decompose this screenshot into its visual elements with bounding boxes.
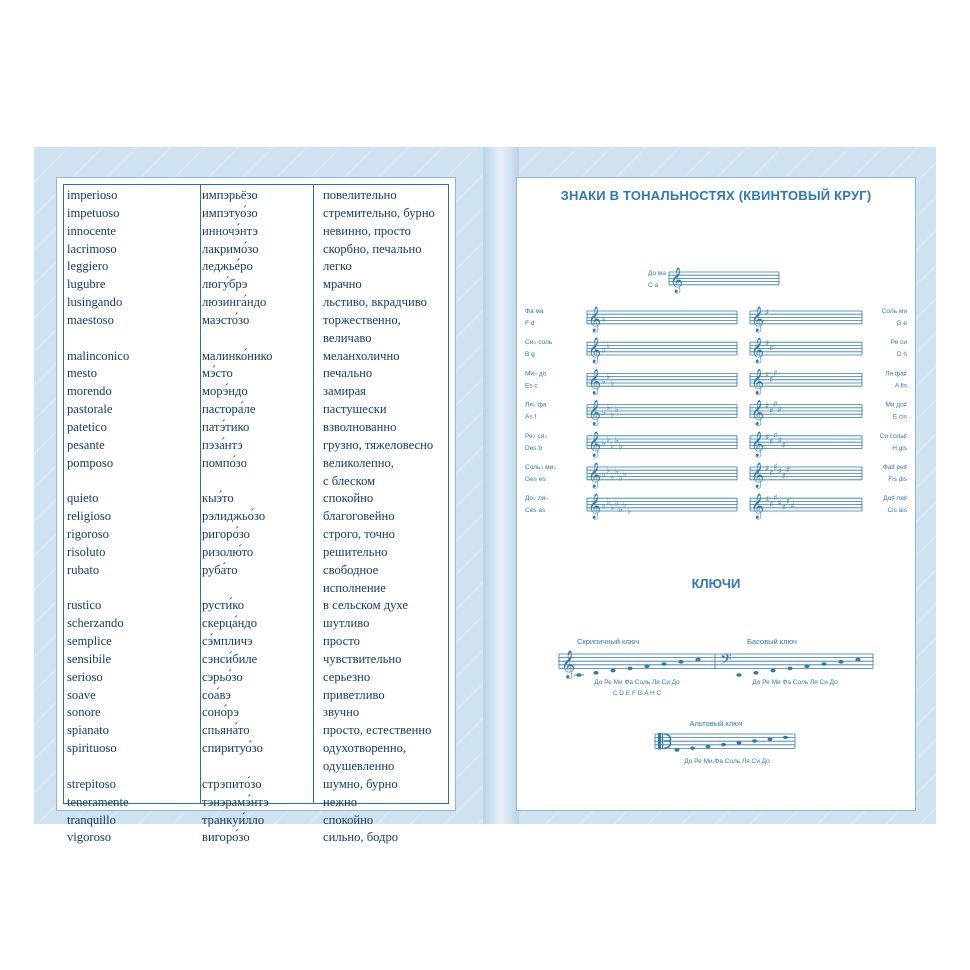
flat-sign-icon: ♭ bbox=[610, 409, 615, 420]
term-translation: шутливо bbox=[323, 616, 370, 631]
term-italian: rubato bbox=[67, 562, 100, 577]
table-row bbox=[63, 812, 443, 830]
sharp-sign-icon: ♯ bbox=[786, 465, 791, 476]
left-page bbox=[56, 177, 456, 845]
flat-sign-icon: ♭ bbox=[602, 439, 607, 450]
note-head bbox=[593, 671, 598, 675]
key-label-bottom: Fis dis bbox=[888, 476, 907, 483]
alto-clef-label: Альтовый ключ bbox=[689, 719, 743, 728]
key-label-bottom: D h bbox=[896, 351, 907, 359]
term-italian bbox=[63, 473, 198, 491]
treble-clef-icon: 𝄞 bbox=[751, 307, 765, 332]
term-italian: serioso bbox=[67, 669, 103, 684]
term-pronunciation: мэ́сто bbox=[202, 366, 233, 381]
term-translation: звучно bbox=[323, 705, 360, 720]
table-row bbox=[63, 490, 443, 508]
table-row bbox=[63, 205, 443, 223]
flat-sign-icon: ♭ bbox=[618, 504, 623, 515]
note-head bbox=[661, 662, 666, 666]
key-label-top: Си♭ соль bbox=[525, 339, 553, 347]
term-translation: замирая bbox=[323, 384, 366, 399]
table-row bbox=[63, 419, 443, 437]
sharp-sign-icon: ♯ bbox=[765, 401, 770, 412]
table-row bbox=[63, 704, 443, 722]
table-row bbox=[63, 312, 443, 330]
sharp-sign-icon: ♯ bbox=[781, 472, 786, 482]
term-translation: пастушески bbox=[323, 402, 387, 417]
alto-clef-icon bbox=[658, 733, 661, 749]
term-italian: pesante bbox=[67, 437, 105, 452]
sharp-sign-icon: ♯ bbox=[765, 370, 770, 381]
key-label-bottom: B g bbox=[525, 351, 535, 359]
terms-table bbox=[63, 187, 443, 847]
term-translation: приветливо bbox=[323, 687, 385, 702]
page-title: ЗНАКИ В ТОНАЛЬНОСТЯХ (КВИНТОВЫЙ КРУГ) bbox=[560, 188, 872, 203]
term-italian: tranquillo bbox=[67, 812, 116, 827]
sharp-sign-icon: ♯ bbox=[773, 462, 778, 473]
term-pronunciation: скерца́ндо bbox=[202, 616, 258, 631]
bass-clef-label: Басовый ключ bbox=[747, 637, 797, 646]
note-head bbox=[838, 660, 843, 664]
table-row bbox=[63, 562, 443, 580]
term-italian: rigoroso bbox=[67, 527, 109, 542]
flat-sign-icon: ♭ bbox=[614, 498, 619, 509]
term-italian: vigoroso bbox=[67, 830, 112, 845]
sharp-sign-icon: ♯ bbox=[777, 467, 782, 478]
note-head bbox=[752, 739, 757, 742]
flat-sign-icon: ♭ bbox=[614, 404, 619, 415]
table-row bbox=[63, 223, 443, 241]
flat-sign-icon: ♭ bbox=[623, 500, 628, 510]
book-spine bbox=[483, 147, 519, 824]
term-italian: risoluto bbox=[67, 544, 106, 559]
sharp-sign-icon: ♯ bbox=[765, 464, 770, 474]
sharp-sign-icon: ♯ bbox=[769, 344, 774, 354]
key-signatures-diagram bbox=[517, 178, 915, 810]
term-pronunciation: морэ́ндо bbox=[202, 384, 248, 399]
alto-note-names: До Ре Ми Фа Соль Ля Си До bbox=[684, 758, 770, 765]
key-label-bottom: Cis ais bbox=[887, 507, 907, 515]
staff-c-major bbox=[669, 267, 779, 293]
term-translation: стремительно, бурно bbox=[323, 205, 435, 220]
note-head bbox=[675, 748, 680, 751]
term-pronunciation: спьяна́то bbox=[202, 723, 250, 738]
note-head bbox=[644, 664, 649, 668]
sharp-sign-icon: ♯ bbox=[786, 496, 791, 507]
term-translation: одушевленно bbox=[323, 759, 395, 773]
table-row bbox=[63, 401, 443, 419]
term-italian: strepitoso bbox=[67, 776, 116, 791]
term-translation: в сельском духе bbox=[323, 598, 408, 613]
table-row bbox=[63, 687, 443, 705]
term-pronunciation bbox=[198, 330, 319, 348]
note-head bbox=[627, 667, 632, 671]
key-label-top: Си соль♯ bbox=[879, 432, 907, 440]
key-label-bottom: F d bbox=[525, 320, 535, 327]
sharp-sign-icon: ♯ bbox=[781, 440, 786, 451]
term-translation: легко bbox=[323, 259, 352, 274]
note-head bbox=[753, 671, 758, 675]
term-pronunciation: пэза́нтэ bbox=[202, 437, 243, 452]
term-italian: impetuoso bbox=[67, 205, 120, 220]
term-pronunciation: сэрьо́зо bbox=[202, 669, 243, 684]
table-row bbox=[63, 455, 443, 473]
term-pronunciation: сэнси́биле bbox=[202, 651, 258, 666]
table-row bbox=[63, 437, 443, 455]
table-row bbox=[63, 633, 443, 651]
flat-sign-icon: ♭ bbox=[602, 470, 607, 481]
note-head bbox=[721, 743, 726, 746]
key-label-top: До♯ ля♯ bbox=[883, 495, 907, 503]
note-head bbox=[855, 658, 860, 662]
note-head bbox=[770, 669, 775, 673]
table-row bbox=[63, 651, 443, 669]
flat-sign-icon: ♭ bbox=[610, 440, 615, 451]
book-spread bbox=[34, 147, 936, 845]
flat-sign-icon: ♭ bbox=[627, 506, 632, 517]
key-label-top: Соль ми bbox=[881, 308, 907, 315]
key-label-top: Соль♭ ми♭ bbox=[525, 464, 557, 471]
treble-clef-icon: 𝄞 bbox=[588, 400, 602, 426]
note-head bbox=[678, 660, 683, 664]
flat-sign-icon: ♭ bbox=[623, 468, 628, 479]
table-row bbox=[63, 544, 443, 562]
note-head bbox=[737, 741, 742, 744]
key-label-top: Ля фа♯ bbox=[885, 370, 907, 378]
term-pronunciation: импэрьёзо bbox=[202, 188, 258, 202]
flat-sign-icon: ♭ bbox=[606, 465, 611, 476]
term-translation: сильно, бодро bbox=[323, 830, 399, 845]
sharp-sign-icon: ♯ bbox=[773, 400, 778, 410]
key-label-top: Ми♭ до bbox=[525, 370, 547, 378]
term-italian: sensibile bbox=[67, 651, 112, 666]
table-row bbox=[63, 258, 443, 276]
table-row bbox=[63, 615, 443, 633]
term-italian: imperioso bbox=[67, 188, 118, 202]
treble-note-letters: C D E F G A H C bbox=[612, 690, 662, 697]
flat-sign-icon: ♭ bbox=[618, 442, 623, 453]
sharp-sign-icon: ♯ bbox=[765, 308, 770, 318]
sharp-sign-icon: ♯ bbox=[765, 432, 770, 443]
key-label-bottom: As f bbox=[525, 413, 537, 421]
key-label-bottom: A fis bbox=[894, 382, 907, 390]
table-row bbox=[63, 365, 443, 383]
term-pronunciation bbox=[198, 758, 319, 776]
term-translation: чувствительно bbox=[323, 651, 402, 666]
sharp-sign-icon: ♯ bbox=[777, 498, 782, 509]
treble-clef-icon: 𝄞 bbox=[751, 431, 765, 457]
sharp-sign-icon: ♯ bbox=[777, 436, 782, 446]
term-translation: спокойно bbox=[323, 812, 374, 827]
term-translation: грузно, тяжеловесно bbox=[323, 437, 434, 452]
term-pronunciation: ризолю́то bbox=[202, 544, 254, 559]
term-translation: строго, точно bbox=[323, 527, 395, 542]
flat-sign-icon: ♭ bbox=[602, 345, 607, 356]
term-italian: maestoso bbox=[67, 312, 114, 327]
note-head bbox=[821, 662, 826, 666]
key-label-bottom: Ges es bbox=[525, 476, 546, 483]
key-label-bottom: Des b bbox=[525, 444, 542, 452]
term-translation: свободное bbox=[323, 562, 379, 577]
term-pronunciation: стрэпито́зо bbox=[202, 776, 262, 791]
sharp-sign-icon: ♯ bbox=[769, 375, 774, 386]
table-row bbox=[63, 794, 443, 812]
treble-note-names: До Ре Ми Фа Соль Ля Си До bbox=[594, 679, 680, 686]
term-translation: исполнение bbox=[323, 580, 386, 595]
flat-sign-icon: ♭ bbox=[602, 408, 607, 418]
flat-sign-icon: ♭ bbox=[618, 473, 623, 484]
term-italian bbox=[63, 580, 198, 598]
term-pronunciation: лакримо́зо bbox=[202, 241, 259, 256]
note-head bbox=[804, 664, 809, 668]
term-translation: серьезно bbox=[323, 669, 371, 684]
term-italian: lugubre bbox=[67, 277, 106, 292]
table-row bbox=[63, 829, 443, 847]
right-page bbox=[516, 177, 916, 811]
flat-sign-icon: ♭ bbox=[606, 434, 611, 445]
term-translation: торжественно, bbox=[323, 312, 401, 327]
term-italian: pomposo bbox=[67, 455, 114, 470]
sharp-sign-icon: ♯ bbox=[769, 500, 774, 510]
table-row bbox=[63, 758, 443, 776]
term-pronunciation bbox=[198, 580, 319, 598]
alto-staff bbox=[655, 733, 795, 752]
term-pronunciation: руба́то bbox=[202, 562, 238, 577]
term-italian: patetico bbox=[67, 419, 107, 434]
term-translation: величаво bbox=[323, 330, 372, 345]
sharp-sign-icon: ♯ bbox=[769, 437, 774, 448]
table-row bbox=[63, 241, 443, 259]
term-translation: одухотворенно, bbox=[323, 741, 407, 756]
sharp-sign-icon: ♯ bbox=[769, 468, 774, 479]
note-head bbox=[695, 658, 700, 662]
term-italian: lacrimoso bbox=[67, 241, 117, 256]
term-italian: rustico bbox=[67, 598, 102, 613]
note-head bbox=[610, 669, 615, 673]
table-row bbox=[63, 473, 443, 491]
term-italian bbox=[63, 330, 198, 348]
table-row bbox=[63, 722, 443, 740]
key-label-top: Фа ма bbox=[525, 308, 544, 315]
treble-clef-icon: 𝄞 bbox=[751, 369, 765, 395]
treble-clef-icon: 𝄞 bbox=[588, 369, 602, 395]
term-italian: lusingando bbox=[67, 295, 123, 310]
term-translation: нежно bbox=[323, 794, 358, 809]
note-head bbox=[787, 667, 792, 671]
table-row bbox=[63, 294, 443, 312]
key-label-top: До ма bbox=[648, 270, 666, 277]
sharp-sign-icon: ♯ bbox=[773, 431, 778, 442]
treble-clef-icon: 𝄞 bbox=[561, 650, 576, 678]
term-pronunciation: импэтуо́зо bbox=[202, 205, 258, 220]
term-translation: невинно, просто bbox=[323, 223, 411, 238]
term-pronunciation: люзинга́ндо bbox=[202, 295, 267, 310]
sharp-sign-icon: ♯ bbox=[765, 339, 770, 350]
term-italian: quieto bbox=[67, 491, 99, 506]
term-pronunciation: кыэ́то bbox=[202, 491, 234, 506]
table-row bbox=[63, 348, 443, 366]
key-label-bottom: Ces as bbox=[525, 507, 546, 515]
term-italian: semplice bbox=[67, 634, 112, 649]
term-pronunciation bbox=[198, 473, 319, 491]
term-translation: льстиво, вкрадчиво bbox=[323, 295, 427, 310]
key-label-top: Ля♭ фа bbox=[525, 401, 547, 409]
term-pronunciation: транкуи́лло bbox=[202, 812, 265, 827]
note-head bbox=[783, 736, 788, 739]
flat-sign-icon: ♭ bbox=[606, 372, 611, 382]
treble-clef-icon: 𝄞 bbox=[588, 338, 602, 364]
term-translation: просто bbox=[323, 634, 360, 649]
term-pronunciation: сэ́мпличэ bbox=[202, 634, 253, 649]
term-translation: повелительно bbox=[323, 188, 397, 202]
term-translation: благоговейно bbox=[323, 509, 395, 524]
flat-sign-icon: ♭ bbox=[614, 436, 619, 446]
term-italian: spirituoso bbox=[67, 741, 117, 756]
term-translation: спокойно bbox=[323, 491, 374, 506]
table-row bbox=[63, 508, 443, 526]
table-row bbox=[63, 580, 443, 598]
treble-clef-icon: 𝄞 bbox=[670, 268, 684, 293]
key-label-top: Ре♭ си♭ bbox=[525, 432, 548, 440]
treble-clef-icon: 𝄞 bbox=[588, 463, 602, 488]
key-label-top: Фа♯ ре♯ bbox=[882, 464, 907, 471]
sharp-sign-icon: ♯ bbox=[790, 501, 795, 512]
table-row bbox=[63, 187, 443, 205]
term-italian: pastorale bbox=[67, 402, 113, 417]
term-translation: шумно, бурно bbox=[323, 776, 398, 791]
table-row bbox=[63, 383, 443, 401]
term-italian: scherzando bbox=[67, 616, 124, 631]
term-pronunciation: люгу́брэ bbox=[202, 277, 248, 292]
term-pronunciation: вигоро́зо bbox=[202, 830, 250, 845]
flat-sign-icon: ♭ bbox=[602, 314, 607, 325]
flat-sign-icon: ♭ bbox=[606, 340, 611, 351]
term-italian: innocente bbox=[67, 223, 116, 238]
key-label-bottom: H gis bbox=[892, 444, 907, 452]
treble-clef-icon: 𝄞 bbox=[751, 463, 765, 488]
term-italian: malinconico bbox=[67, 348, 130, 363]
term-pronunciation: леджье́ро bbox=[202, 259, 253, 274]
treble-clef-label: Скрипичный ключ bbox=[577, 637, 640, 646]
key-label-bottom: Es c bbox=[525, 382, 538, 390]
table-row bbox=[63, 276, 443, 294]
term-translation: меланхолично bbox=[323, 348, 400, 363]
treble-clef-icon: 𝄞 bbox=[588, 431, 602, 457]
term-translation: мрачно bbox=[323, 277, 362, 292]
term-pronunciation: малинко́нико bbox=[202, 348, 273, 363]
treble-clef-icon: 𝄞 bbox=[751, 400, 765, 426]
term-translation: решительно bbox=[323, 544, 388, 559]
sharp-sign-icon: ♯ bbox=[773, 368, 778, 379]
treble-clef-icon: 𝄞 bbox=[588, 307, 602, 332]
term-pronunciation: инночэ́нтэ bbox=[202, 223, 258, 238]
term-pronunciation: русти́ко bbox=[202, 598, 245, 613]
term-pronunciation: пастора́ле bbox=[202, 402, 256, 417]
treble-clef-icon: 𝄞 bbox=[588, 494, 602, 520]
key-label-top: До♭ ля♭ bbox=[525, 495, 549, 503]
note-head bbox=[706, 745, 711, 748]
key-label-top: Ре си bbox=[890, 339, 907, 347]
term-italian: sonore bbox=[67, 705, 101, 720]
term-translation: с блеском bbox=[323, 473, 376, 488]
note-head bbox=[690, 747, 695, 750]
term-pronunciation: соа́вэ bbox=[202, 687, 231, 702]
flat-sign-icon: ♭ bbox=[614, 467, 619, 478]
term-pronunciation: соно́рэ bbox=[202, 705, 239, 720]
term-pronunciation: рэлиджьо́зо bbox=[202, 509, 266, 524]
term-italian: religioso bbox=[67, 509, 112, 524]
flat-sign-icon: ♭ bbox=[610, 503, 615, 514]
flat-sign-icon: ♭ bbox=[602, 376, 607, 387]
term-translation: взволнованно bbox=[323, 419, 397, 434]
sharp-sign-icon: ♯ bbox=[781, 503, 786, 514]
bass-note-names: До Ре Ми Фа Соль Ля Си До bbox=[752, 679, 838, 686]
sharp-sign-icon: ♯ bbox=[765, 495, 770, 506]
table-row bbox=[63, 597, 443, 615]
term-pronunciation: патэ́тико bbox=[202, 419, 250, 434]
section-title: КЛЮЧИ bbox=[691, 576, 741, 591]
term-translation: просто, естественно bbox=[323, 723, 432, 738]
clefs-staff bbox=[559, 650, 873, 679]
flat-sign-icon: ♭ bbox=[606, 496, 611, 507]
term-pronunciation: тэнэрамэ́нтэ bbox=[202, 794, 269, 809]
term-pronunciation: ригоро́зо bbox=[202, 527, 250, 542]
term-italian: morendo bbox=[67, 384, 112, 399]
note-head bbox=[736, 673, 741, 677]
term-italian: soave bbox=[67, 687, 96, 702]
bass-clef-icon: 𝄢 bbox=[720, 651, 732, 672]
table-row bbox=[63, 776, 443, 794]
key-label-bottom: G e bbox=[896, 320, 907, 327]
key-label-top: Ми до♯ bbox=[885, 401, 907, 409]
term-italian bbox=[63, 758, 198, 776]
key-label-bottom: E cis bbox=[892, 413, 907, 421]
flat-sign-icon: ♭ bbox=[610, 472, 615, 482]
term-italian: mesto bbox=[67, 366, 98, 381]
note-head bbox=[768, 738, 773, 741]
term-italian: spianato bbox=[67, 723, 109, 738]
term-translation: скорбно, печально bbox=[323, 241, 422, 256]
sharp-sign-icon: ♯ bbox=[777, 404, 782, 415]
flat-sign-icon: ♭ bbox=[610, 378, 615, 389]
term-italian: teneramente bbox=[67, 794, 129, 809]
table-row bbox=[63, 330, 443, 348]
flat-sign-icon: ♭ bbox=[602, 501, 607, 512]
sharp-sign-icon: ♯ bbox=[769, 406, 774, 417]
term-pronunciation: помпо́зо bbox=[202, 455, 248, 470]
staff-flat-key bbox=[587, 306, 737, 332]
term-translation: печально bbox=[323, 366, 373, 381]
treble-clef-icon: 𝄞 bbox=[751, 338, 765, 364]
table-row bbox=[63, 669, 443, 687]
term-italian: leggiero bbox=[67, 259, 109, 274]
table-row bbox=[63, 740, 443, 758]
key-label-bottom: C a bbox=[648, 282, 659, 289]
flat-sign-icon: ♭ bbox=[606, 403, 611, 414]
treble-clef-icon: 𝄞 bbox=[751, 494, 765, 520]
term-pronunciation: спиритуо́зо bbox=[202, 741, 263, 756]
table-row bbox=[63, 526, 443, 544]
sharp-sign-icon: ♯ bbox=[773, 493, 778, 504]
term-translation: великолепно, bbox=[323, 455, 394, 470]
term-pronunciation: маэсто́зо bbox=[202, 312, 250, 327]
